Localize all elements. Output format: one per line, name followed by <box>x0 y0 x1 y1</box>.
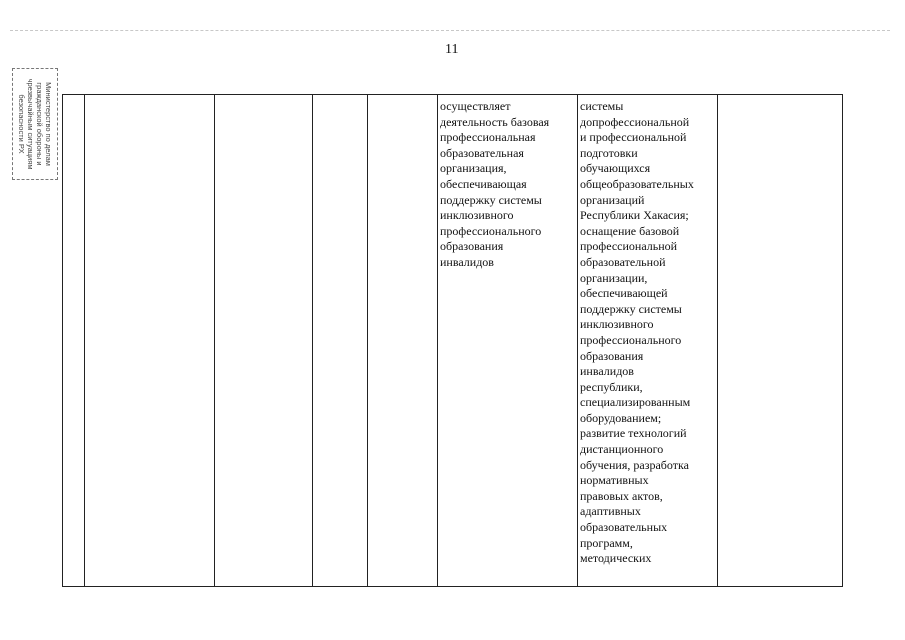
registration-stamp <box>12 68 58 180</box>
table-row <box>63 95 843 587</box>
stamp-line: гражданской обороны и <box>35 82 44 166</box>
stamp-text <box>17 69 53 179</box>
responsible-text: осуществляет деятельность базовая профессиональная образовательная организация, обеспечивающая поддержку системы инклюзивного профессионального образования инвалидов <box>440 99 550 269</box>
stamp-line: Министерство по делам <box>44 82 53 166</box>
scan-header-artifact <box>10 30 890 31</box>
page-number: 11 <box>445 42 459 57</box>
stamp-line: чрезвычайным ситуациям <box>26 78 35 170</box>
table-cell-col3 <box>215 95 313 587</box>
table-cell-measures <box>578 95 718 587</box>
table-cell-col4 <box>313 95 368 587</box>
table-cell-responsible <box>438 95 578 587</box>
program-table <box>62 94 843 587</box>
table-cell-col5 <box>368 95 438 587</box>
table-cell-col2 <box>85 95 215 587</box>
stamp-line: безопасности РХ <box>17 94 26 154</box>
table-cell-col8 <box>718 95 843 587</box>
measures-text: системы допрофессиональной и профессиональной подготовки обучающихся общеобразовательных организаций Республики Хакасия; оснащение базовой профессиональной образовательной организации, обеспечивающей поддержку системы инклюзивного профессионального образования инвалидов республики, специализированным оборудованием; развитие технологий дистанционного обучения, разработка нормативных правовых актов, адаптивных образовательных программ, методических <box>580 99 694 566</box>
table-cell-col1 <box>63 95 85 587</box>
